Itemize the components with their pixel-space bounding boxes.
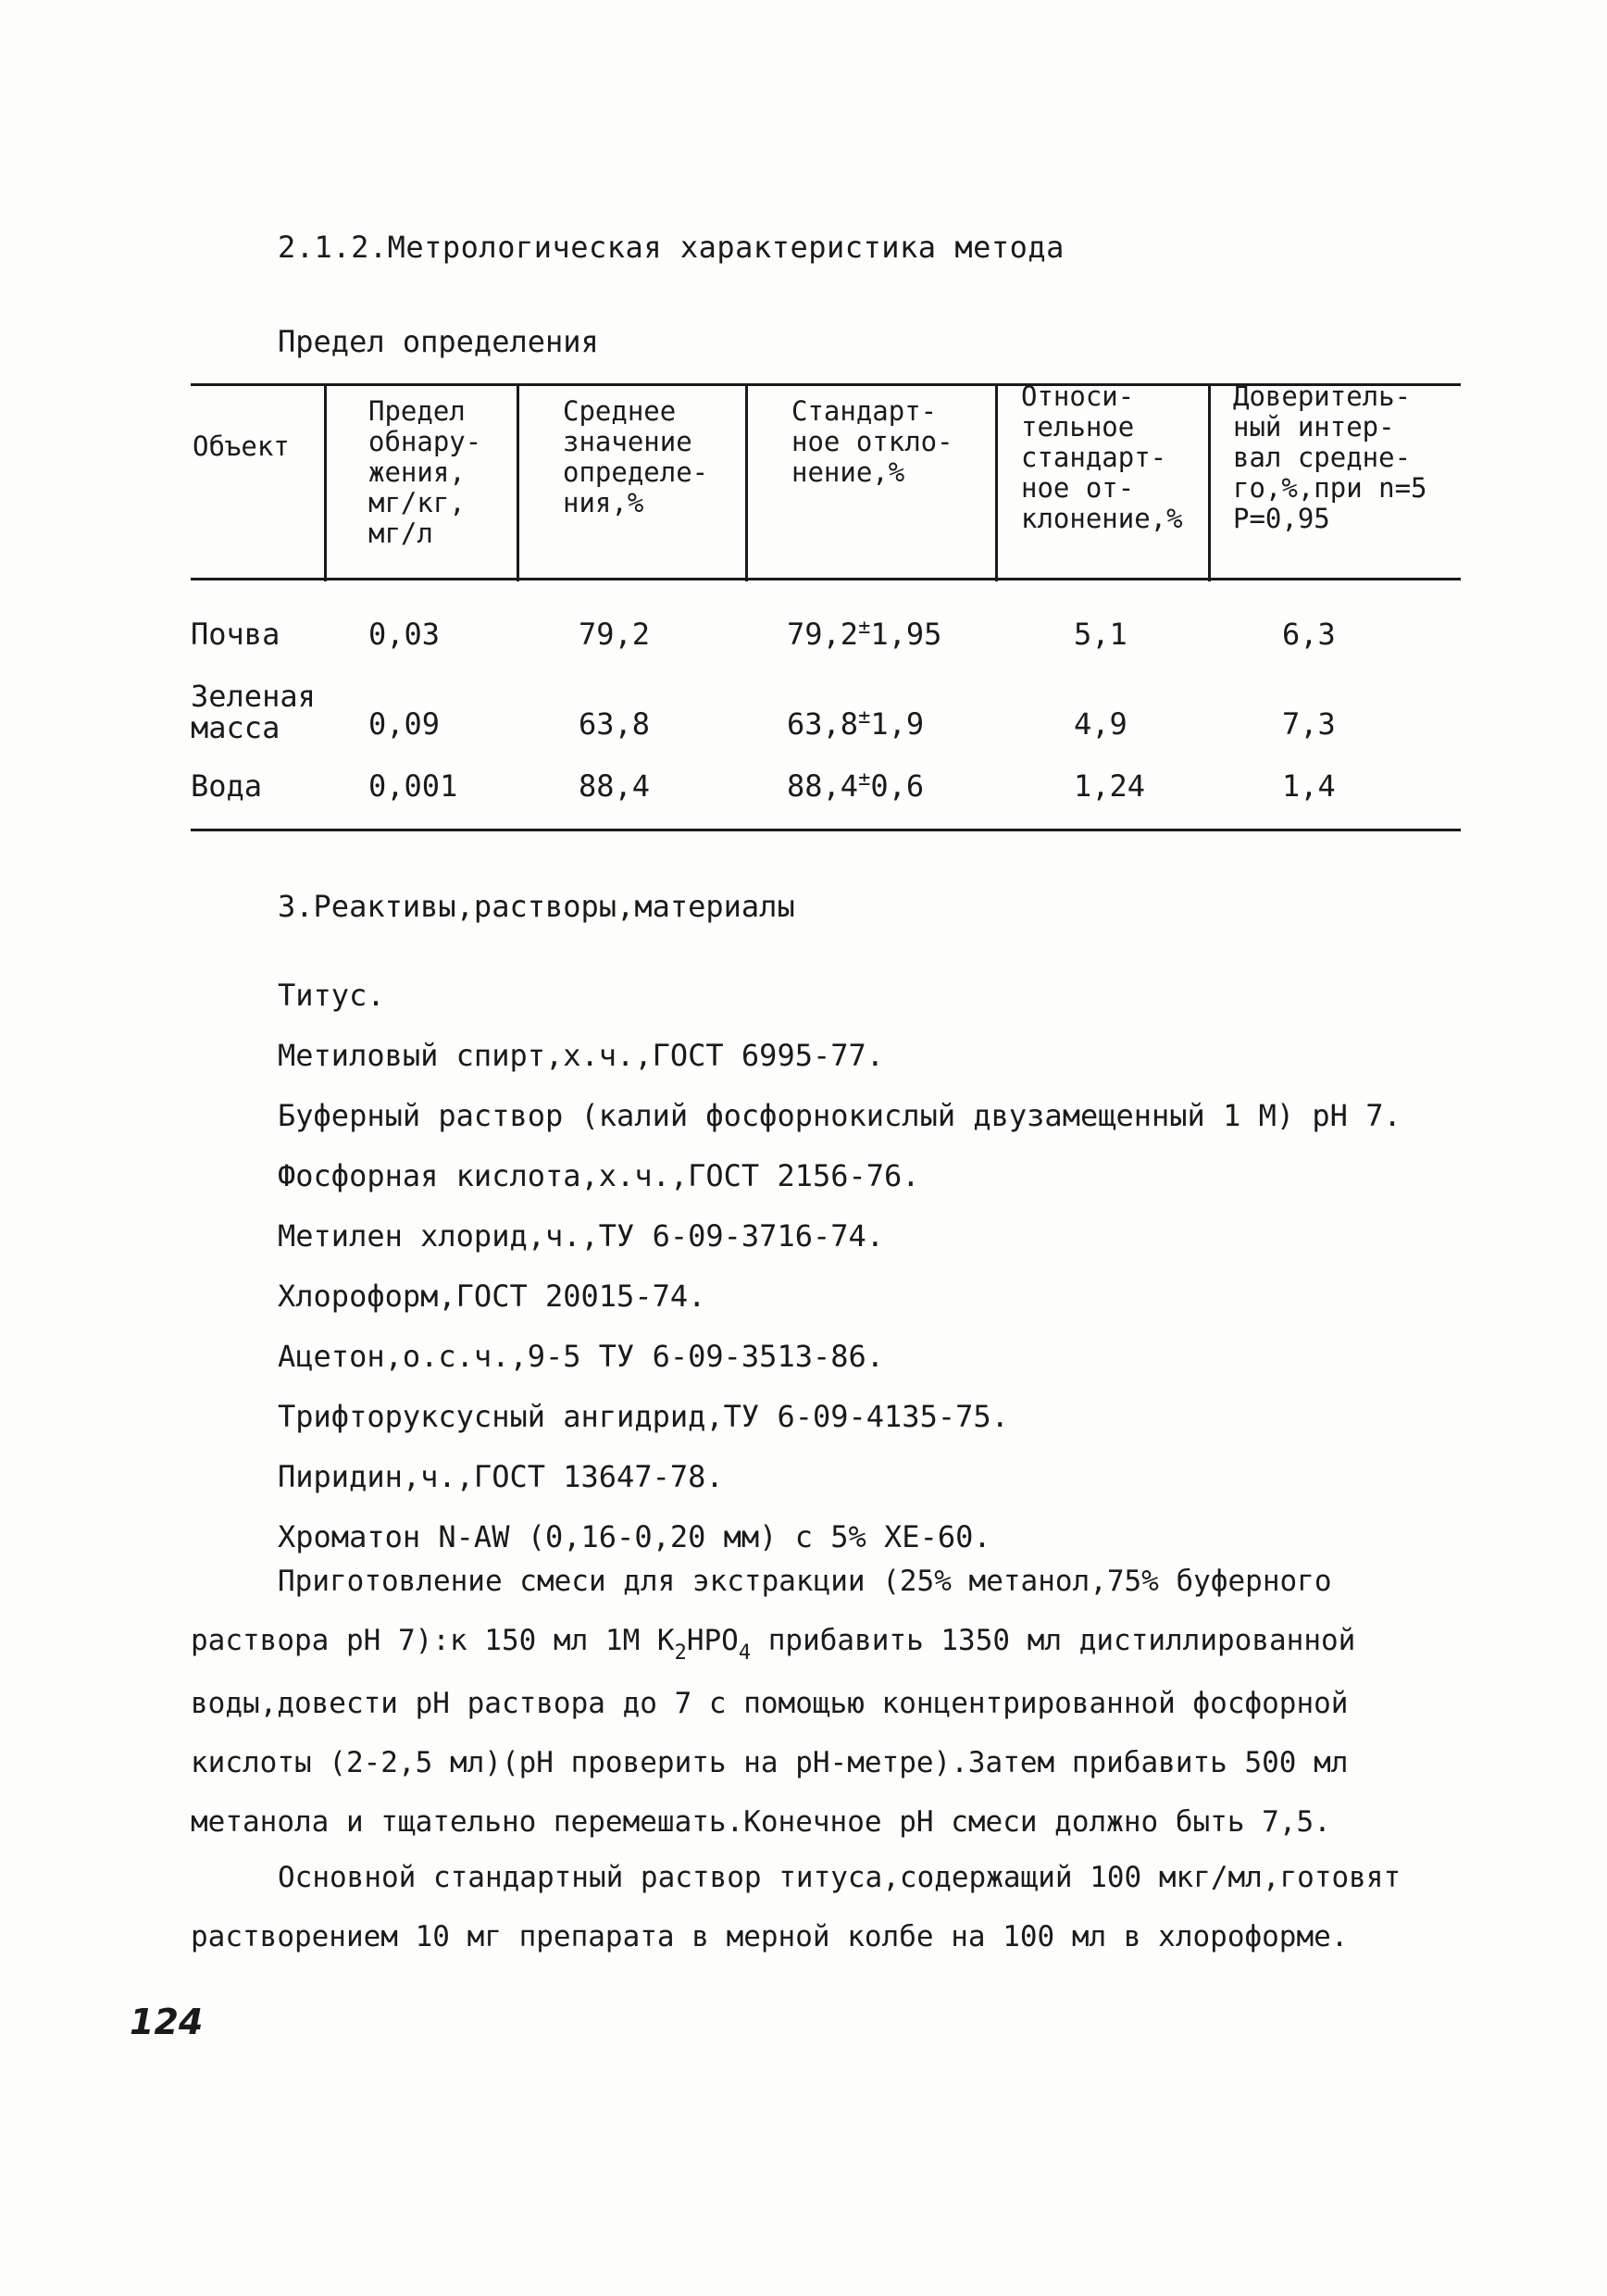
list-item: Пиридин,ч.,ГОСТ 13647-78. — [278, 1459, 724, 1494]
list-item: Буферный раствор (калий фосфорнокислый двузамещенный 1 М) pH 7. — [278, 1098, 1401, 1133]
header-confidence-interval: Доверитель- ный интер- вал средне- го,%,при n=5 P=0,95 — [1233, 381, 1427, 534]
cell-std: 63,8±1,9 — [787, 705, 925, 742]
cell-mean: 79,2 — [579, 617, 651, 652]
header-object: Объект — [193, 430, 290, 462]
cell-limit: 0,09 — [368, 706, 441, 742]
section-title: 3.Реактивы,растворы,материалы — [278, 889, 795, 924]
cell-std: 79,2±1,95 — [787, 616, 942, 652]
cell-ci: 7,3 — [1282, 706, 1336, 742]
list-item: Фосфорная кислота,х.ч.,ГОСТ 2156-76. — [278, 1158, 920, 1193]
header-mean-value: Среднее значение определе- ния,% — [563, 395, 709, 518]
cell-object: Почва — [191, 617, 280, 652]
col-divider — [745, 385, 748, 581]
cell-limit: 0,03 — [368, 617, 441, 652]
cell-mean: 63,8 — [579, 706, 651, 742]
cell-std: 88,4±0,6 — [787, 767, 925, 804]
table-row — [0, 767, 1607, 844]
cell-rel-std: 4,9 — [1074, 706, 1127, 742]
reagent-list — [278, 977, 1401, 1578]
header-detection-limit: Предел обнару- жения, мг/кг, мг/л — [368, 395, 482, 549]
header-rel-std-deviation: Относи- тельное стандарт- ное от- клонение,% — [1021, 381, 1183, 534]
list-item: Метилен хлорид,ч.,ТУ 6-09-3716-74. — [278, 1218, 885, 1254]
table-row — [0, 680, 1607, 755]
col-divider — [517, 385, 519, 581]
col-divider — [995, 385, 998, 581]
section-heading: 2.1.2.Метрологическая характеристика метода — [278, 230, 1065, 265]
cell-mean: 88,4 — [579, 768, 651, 804]
list-item: Титус. — [278, 978, 385, 1013]
list-item: Ацетон,о.с.ч.,9-5 ТУ 6-09-3513-86. — [278, 1339, 885, 1374]
standard-solution-paragraph: Основной стандартный раствор титуса,содержащий 100 мкг/мл,готовят растворением 10 мг препарата в мерной колбе на 100 мл в хлороформе. — [191, 1861, 1401, 1953]
cell-ci: 1,4 — [1282, 768, 1336, 804]
list-item: Хроматон N-AW (0,16-0,20 мм) с 5% XE-60. — [278, 1519, 991, 1554]
table-header-rule — [191, 578, 1461, 580]
col-divider — [1208, 385, 1211, 581]
col-divider — [324, 385, 327, 581]
cell-object: Зеленая масса — [191, 679, 316, 745]
list-item: Хлороформ,ГОСТ 20015-74. — [278, 1279, 706, 1314]
header-std-deviation: Стандарт- ное откло- нение,% — [791, 395, 953, 488]
cell-rel-std: 5,1 — [1074, 617, 1127, 652]
cell-object: Вода — [191, 768, 263, 804]
cell-ci: 6,3 — [1282, 617, 1336, 652]
page-number: 124 — [130, 2002, 204, 2042]
table-caption: Предел определения — [278, 324, 599, 359]
list-item: Метиловый спирт,х.ч.,ГОСТ 6995-77. — [278, 1038, 885, 1073]
cell-rel-std: 1,24 — [1074, 768, 1146, 804]
cell-limit: 0,001 — [368, 768, 458, 804]
extraction-mixture-paragraph: Приготовление смеси для экстракции (25% метанол,75% буферного раствора pH 7):к 150 мл 1М $K_2HPO_4$ прибавить 1350 мл дистиллированной воды,довести pH раствора до 7 с помощью концентрированной фосфорной кислоты (2-2,5 мл)(pH проверить на pH-метре).Затем прибавить 500 мл метанола и тщательно перемешать.Конечное pH смеси должно быть 7,5. — [191, 1565, 1356, 1839]
list-item: Трифторуксусный ангидрид,ТУ 6-09-4135-75. — [278, 1399, 1009, 1434]
